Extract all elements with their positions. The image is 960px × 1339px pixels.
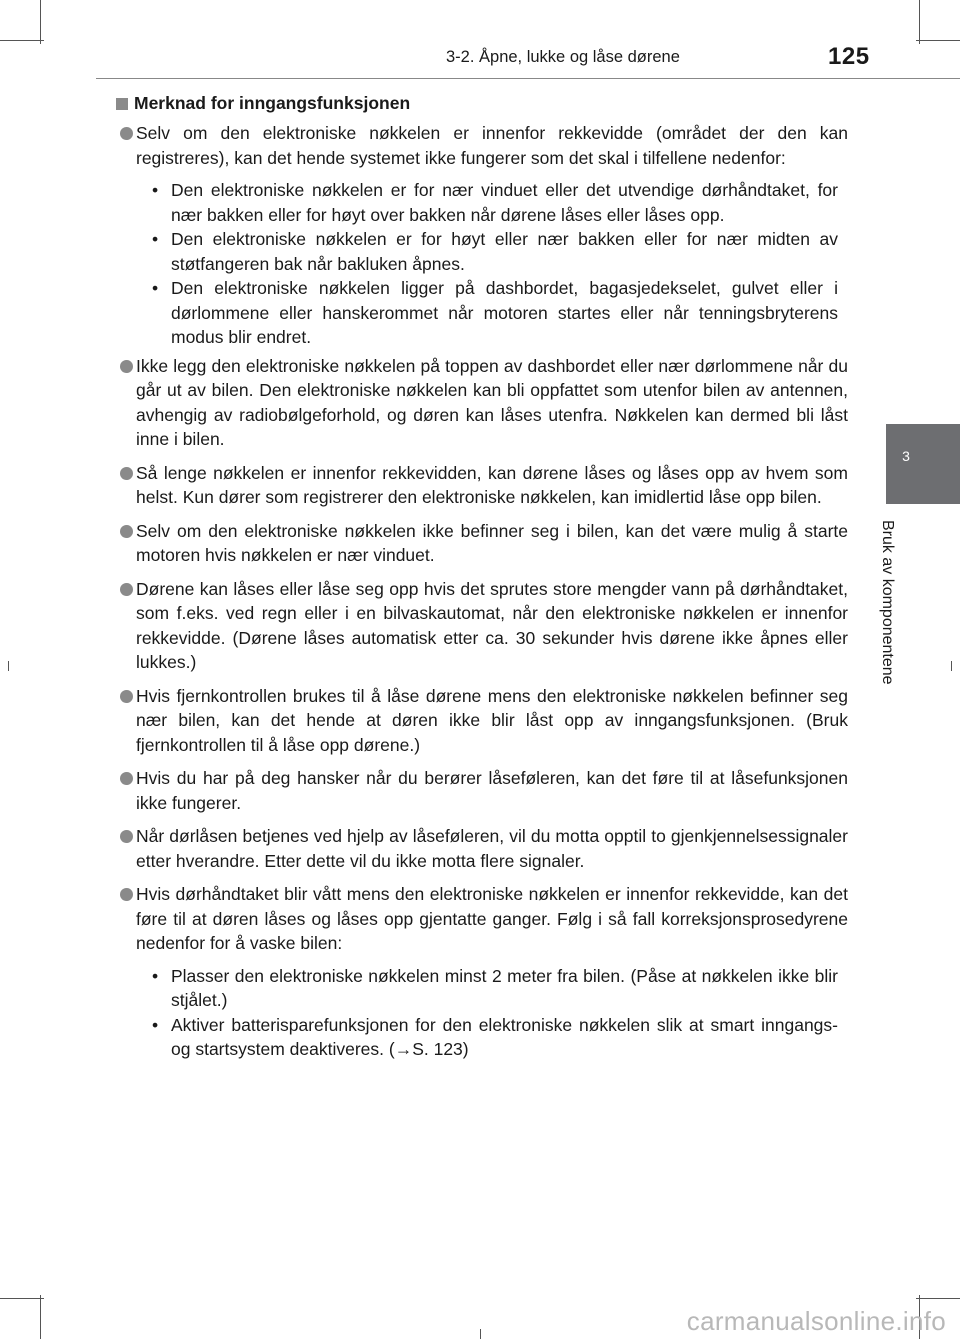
paragraph-text: Hvis du har på deg hansker når du berører låseføleren, kan det føre til at låsefunksjonen ikke fungerer. xyxy=(136,768,848,813)
paragraph xyxy=(116,684,848,758)
circle-bullet-icon xyxy=(120,830,133,843)
paragraph-text: Hvis fjernkontrollen brukes til å låse dørene mens den elektroniske nøkkelen befinner seg nær bilen, kan det hende at døren ikke blir låst opp av inngangsfunksjonen. (Bruk fjernkontrollen til å låse opp dørene.) xyxy=(136,685,848,755)
paragraph-text: Dørene kan låses eller låse seg opp hvis det sprutes store mengder vann på dørhåndtaket, som f.eks. ved regn eller i en bilvaskautomat, når den elektroniske nøkkelen er innenfor rekkevidde. (Dørene låses automatisk etter ca. 30 sekunder hvis dørene ikke åpnes eller lukkes.) xyxy=(136,578,848,672)
paragraph-text: Ikke legg den elektroniske nøkkelen på toppen av dashbordet eller nær dørlommene når du går ut av bilen. Den elektroniske nøkkelen kan bli oppfattet som utenfor bilen av antennen, avhengig av radiobølgeforhold, og døren kan låses utenfra. Nøkkelen kan dermed bli låst inne i bilen. xyxy=(136,355,848,449)
paragraph xyxy=(116,121,848,170)
sub-list-item-text: Plasser den elektroniske nøkkelen minst 2 meter fra bilen. (Påse at nøkkelen ikke blir stjålet.) xyxy=(171,965,838,1010)
paragraph-text: Selv om den elektroniske nøkkelen ikke befinner seg i bilen, kan det være mulig å starte motoren hvis nøkkelen er nær vinduet. xyxy=(136,520,848,565)
page-number: 125 xyxy=(828,43,870,70)
chapter-label-container xyxy=(879,520,920,720)
paragraph xyxy=(116,354,848,452)
sub-list xyxy=(116,178,848,350)
circle-bullet-icon xyxy=(120,127,133,140)
crop-mark xyxy=(919,0,920,44)
paragraph-text: Hvis dørhåndtaket blir vått mens den elektroniske nøkkelen er innenfor rekkevidde, kan det føre til at døren låses og låses opp gjentatte ganger. Følg i så fall korreksjonsprosedyrene nedenfor for å vaske bilen: xyxy=(136,884,848,953)
crop-mark xyxy=(480,1329,481,1339)
paragraph xyxy=(116,519,848,568)
header-divider xyxy=(96,78,960,79)
circle-bullet-icon xyxy=(120,525,133,538)
circle-bullet-icon xyxy=(120,690,133,703)
paragraph xyxy=(116,461,848,510)
main-content xyxy=(116,90,848,1064)
crop-mark xyxy=(40,1295,41,1339)
chapter-number: 3 xyxy=(902,448,910,464)
chapter-label: Bruk av komponentene xyxy=(879,520,896,685)
sub-list-item: • Den elektroniske nøkkelen ligger på dashbordet, bagasjedekselet, gulvet eller i dørlommene eller hanskerommet når motoren startes eller når tenningsbryterens modus blir endret. xyxy=(152,278,838,347)
crop-mark xyxy=(916,1298,960,1299)
sub-list-item: • Den elektroniske nøkkelen er for høyt eller nær bakken eller for nær midten av støtfangeren bak når bakluken åpnes. xyxy=(152,229,838,274)
paragraph xyxy=(116,882,848,956)
section-heading-text: Merknad for inngangsfunksjonen xyxy=(134,93,411,113)
crop-mark xyxy=(951,661,952,671)
crop-mark xyxy=(8,661,9,671)
watermark: carmanualsonline.info xyxy=(686,1306,946,1336)
sub-list-item-text: Den elektroniske nøkkelen er for høyt eller nær bakken eller for nær midten av støtfangeren bak når bakluken åpnes. xyxy=(171,229,838,274)
paragraph xyxy=(116,824,848,873)
section-heading xyxy=(116,90,848,117)
sub-list-item-text: Den elektroniske nøkkelen ligger på dashbordet, bagasjedekselet, gulvet eller i dørlommene eller hanskerommet når motoren startes eller når tenningsbryterens modus blir endret. xyxy=(171,278,838,347)
circle-bullet-icon xyxy=(120,772,133,785)
crop-mark xyxy=(40,0,41,44)
paragraph xyxy=(116,766,848,815)
sub-list-item: • Den elektroniske nøkkelen er for nær vinduet eller det utvendige dørhåndtaket, for nær bakken eller for høyt over bakken når dørene låses eller låses opp. xyxy=(152,180,838,225)
chapter-tab xyxy=(886,424,960,504)
sub-list-item-text: Aktiver batterisparefunksjonen for den elektroniske nøkkelen slik at smart inngangs- og startsystem deaktiveres. (→S. 123) xyxy=(171,1014,838,1059)
crop-mark xyxy=(916,40,960,41)
crop-mark xyxy=(0,40,44,41)
circle-bullet-icon xyxy=(120,467,133,480)
sub-list-item-text: Den elektroniske nøkkelen er for nær vinduet eller det utvendige dørhåndtaket, for nær bakken eller for høyt over bakken når dørene låses eller låses opp. xyxy=(171,180,838,225)
sub-list-item: • Aktiver batterisparefunksjonen for den elektroniske nøkkelen slik at smart inngangs- og startsystem deaktiveres. (→S. 123) xyxy=(152,1014,838,1059)
square-bullet-icon xyxy=(116,98,128,110)
sub-list-item: • Plasser den elektroniske nøkkelen minst 2 meter fra bilen. (Påse at nøkkelen ikke blir stjålet.) xyxy=(152,965,838,1010)
circle-bullet-icon xyxy=(120,888,133,901)
circle-bullet-icon xyxy=(120,360,133,373)
paragraph-text: Når dørlåsen betjenes ved hjelp av låseføleren, vil du motta opptil to gjenkjennelsessignaler etter hverandre. Etter dette vil du ikke motta flere signaler. xyxy=(136,826,848,871)
paragraph-text: Så lenge nøkkelen er innenfor rekkevidden, kan dørene låses og låses opp av hvem som helst. Kun dører som registrerer den elektroniske nøkkelen, kan imidlertid låse opp bilen. xyxy=(136,462,848,507)
paragraph-text: Selv om den elektroniske nøkkelen er innenfor rekkevidde (området der den kan registreres), kan det hende systemet ikke fungerer som det skal i tilfellene nedenfor: xyxy=(136,123,848,168)
circle-bullet-icon xyxy=(120,583,133,596)
section-title: 3-2. Åpne, lukke og låse dørene xyxy=(446,48,680,66)
sub-list xyxy=(116,964,848,1062)
paragraph xyxy=(116,577,848,675)
crop-mark xyxy=(0,1298,44,1299)
